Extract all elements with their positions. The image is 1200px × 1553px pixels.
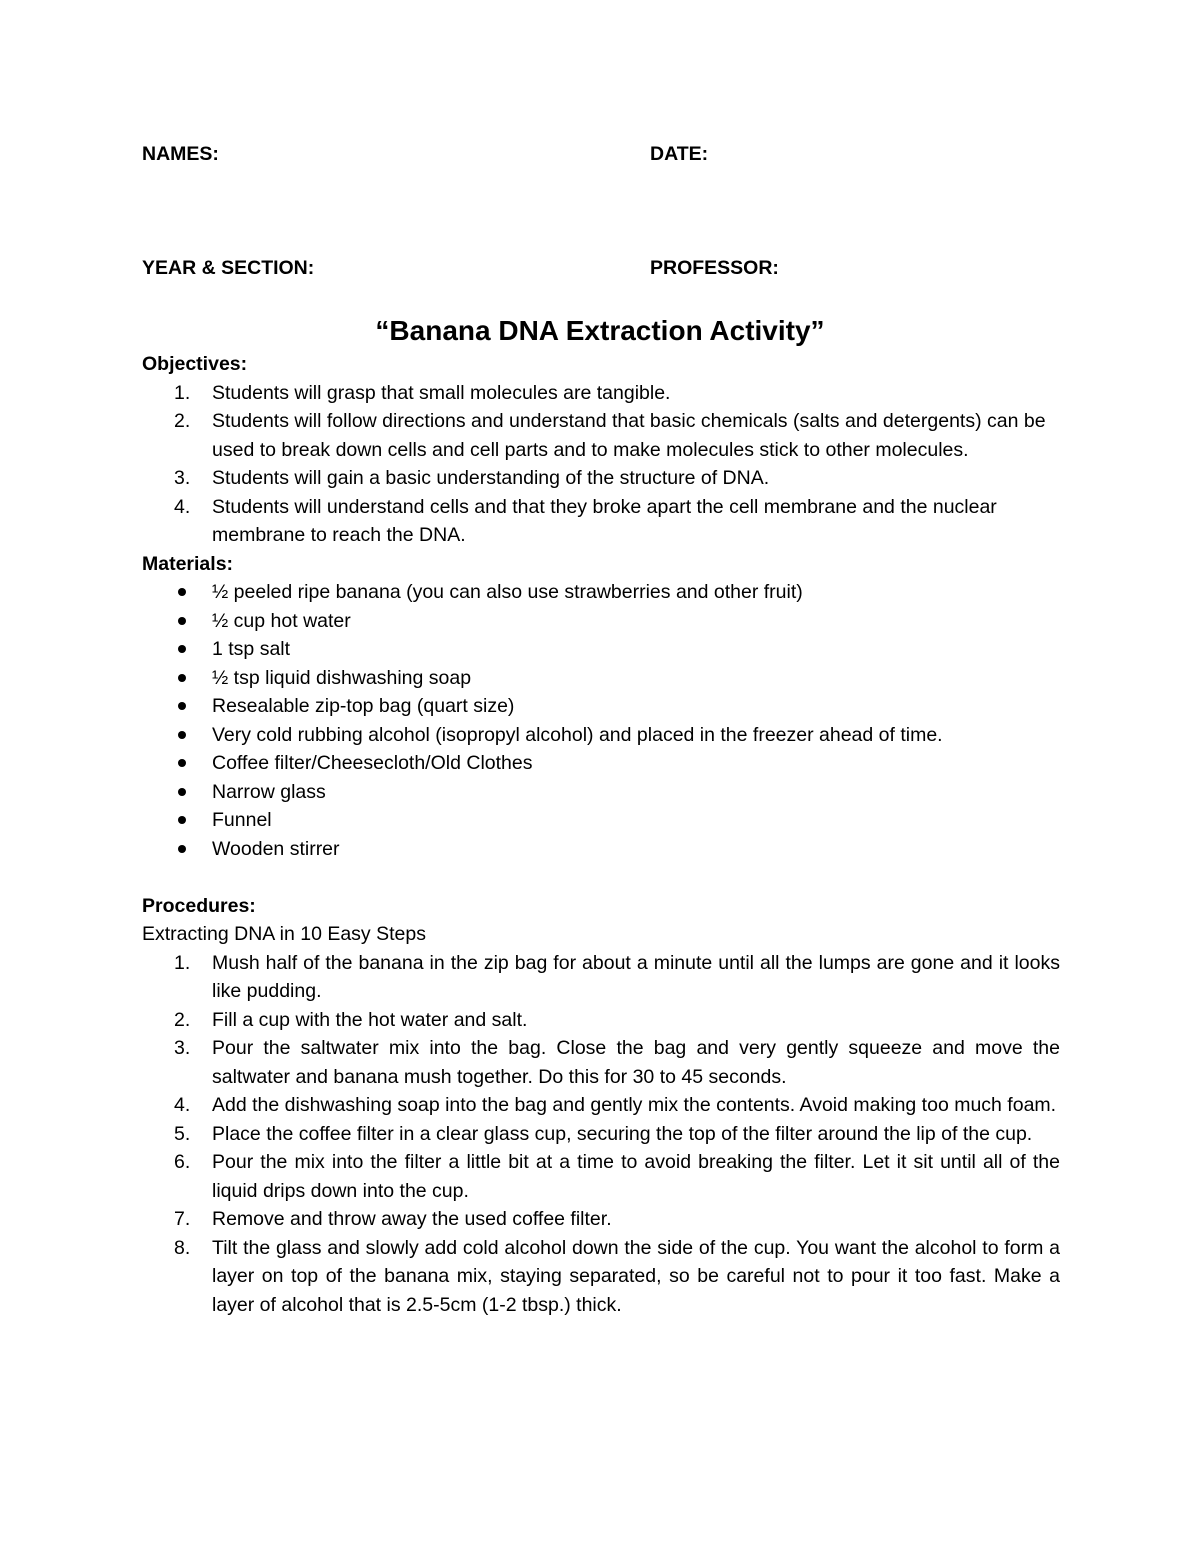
material-item	[142, 835, 1060, 864]
list-number: 2.	[174, 1008, 191, 1031]
bullet-icon	[178, 607, 208, 636]
year-section-label: YEAR & SECTION:	[142, 257, 315, 279]
procedure-text: Add the dishwashing soap into the bag and gently mix the contents. Avoid making too much foam.	[212, 1094, 1057, 1116]
bullet-icon	[178, 578, 208, 607]
material-text: ½ peeled ripe banana (you can also use strawberries and other fruit)	[212, 581, 803, 603]
procedure-text: Fill a cup with the hot water and salt.	[212, 1008, 528, 1031]
procedure-text: Remove and throw away the used coffee filter.	[212, 1208, 612, 1230]
bullet-icon	[178, 835, 208, 864]
names-label: NAMES:	[142, 143, 219, 165]
procedure-step	[142, 1148, 1060, 1205]
list-number: 7.	[174, 1208, 191, 1230]
procedure-step	[142, 1034, 1060, 1091]
material-item	[142, 806, 1060, 835]
procedure-text: Pour the saltwater mix into the bag. Close the bag and very gently squeeze and move the saltwater and banana mush together. Do this for 30 to 45 seconds.	[212, 1037, 1060, 1088]
bullet-icon	[178, 806, 208, 835]
objective-text: Students will understand cells and that they broke apart the cell membrane and the nuclear membrane to reach the DNA.	[212, 495, 997, 546]
objectives-list	[142, 379, 1060, 550]
material-item	[142, 692, 1060, 721]
objectives-heading: Objectives:	[142, 353, 248, 375]
list-number: 2.	[174, 410, 191, 432]
objective-item	[142, 464, 1060, 493]
bullet-icon	[178, 692, 208, 721]
procedure-text: Place the coffee filter in a clear glass cup, securing the top of the filter around the lip of the cup.	[212, 1122, 1033, 1145]
list-number: 5.	[174, 1122, 191, 1145]
material-text: ½ cup hot water	[212, 609, 351, 632]
procedure-step	[142, 949, 1060, 1006]
material-text: 1 tsp salt	[212, 638, 291, 660]
material-text: Wooden stirrer	[212, 837, 340, 860]
material-item	[142, 749, 1060, 778]
blank-line	[142, 863, 1060, 892]
bullet-icon	[178, 721, 208, 750]
procedure-text: Tilt the glass and slowly add cold alcohol down the side of the cup. You want the alcohol to form a layer on top of the banana mix, staying separated, so be careful not to pour it too fast. Make a layer of alcohol that is 2.5-5cm (1-2 tbsp.) thick.	[212, 1236, 1060, 1316]
list-number: 6.	[174, 1151, 191, 1173]
material-item	[142, 721, 1060, 750]
bullet-icon	[178, 664, 208, 693]
objective-text: Students will follow directions and understand that basic chemicals (salts and detergents) can be used to break down cells and cell parts and to make molecules stick to other molecules.	[212, 410, 1046, 461]
procedure-step	[142, 1205, 1060, 1234]
procedures-subheading: Extracting DNA in 10 Easy Steps	[142, 923, 426, 945]
procedure-text: Mush half of the banana in the zip bag for about a minute until all the lumps are gone and it looks like pudding.	[212, 951, 1060, 1002]
material-text: ½ tsp liquid dishwashing soap	[212, 666, 472, 689]
material-text: Resealable zip-top bag (quart size)	[212, 695, 515, 717]
list-number: 3.	[174, 1037, 191, 1059]
list-number: 4.	[174, 495, 191, 518]
objective-item	[142, 407, 1060, 464]
materials-heading: Materials:	[142, 552, 234, 575]
list-number: 8.	[174, 1236, 191, 1259]
bullet-icon	[178, 635, 208, 664]
procedures-list	[142, 949, 1060, 1320]
procedure-text: Pour the mix into the filter a little bit at a time to avoid breaking the filter. Let it sit until all of the liquid drips down into the cup.	[212, 1151, 1060, 1202]
objective-item	[142, 379, 1060, 408]
material-text: Funnel	[212, 809, 272, 831]
date-label: DATE:	[650, 143, 709, 165]
procedures-heading: Procedures:	[142, 894, 256, 917]
material-item	[142, 664, 1060, 693]
procedure-step	[142, 1120, 1060, 1149]
professor-label: PROFESSOR:	[650, 257, 779, 279]
material-text: Very cold rubbing alcohol (isopropyl alcohol) and placed in the freezer ahead of time.	[212, 723, 943, 746]
bullet-icon	[178, 778, 208, 807]
material-item	[142, 635, 1060, 664]
objective-text: Students will grasp that small molecules are tangible.	[212, 381, 671, 404]
document-body	[142, 350, 1060, 1319]
objective-text: Students will gain a basic understanding of the structure of DNA.	[212, 467, 770, 489]
bullet-icon	[178, 749, 208, 778]
list-number: 3.	[174, 467, 191, 489]
procedure-step	[142, 1234, 1060, 1320]
list-number: 4.	[174, 1094, 191, 1116]
material-text: Narrow glass	[212, 780, 326, 803]
material-item	[142, 778, 1060, 807]
list-number: 1.	[174, 951, 191, 974]
document-title: “Banana DNA Extraction Activity”	[375, 315, 825, 346]
material-text: Coffee filter/Cheesecloth/Old Clothes	[212, 752, 533, 774]
list-number: 1.	[174, 381, 191, 404]
objective-item	[142, 493, 1060, 550]
procedure-step	[142, 1006, 1060, 1035]
material-item	[142, 578, 1060, 607]
material-item	[142, 607, 1060, 636]
materials-list	[142, 578, 1060, 863]
procedure-step	[142, 1091, 1060, 1120]
